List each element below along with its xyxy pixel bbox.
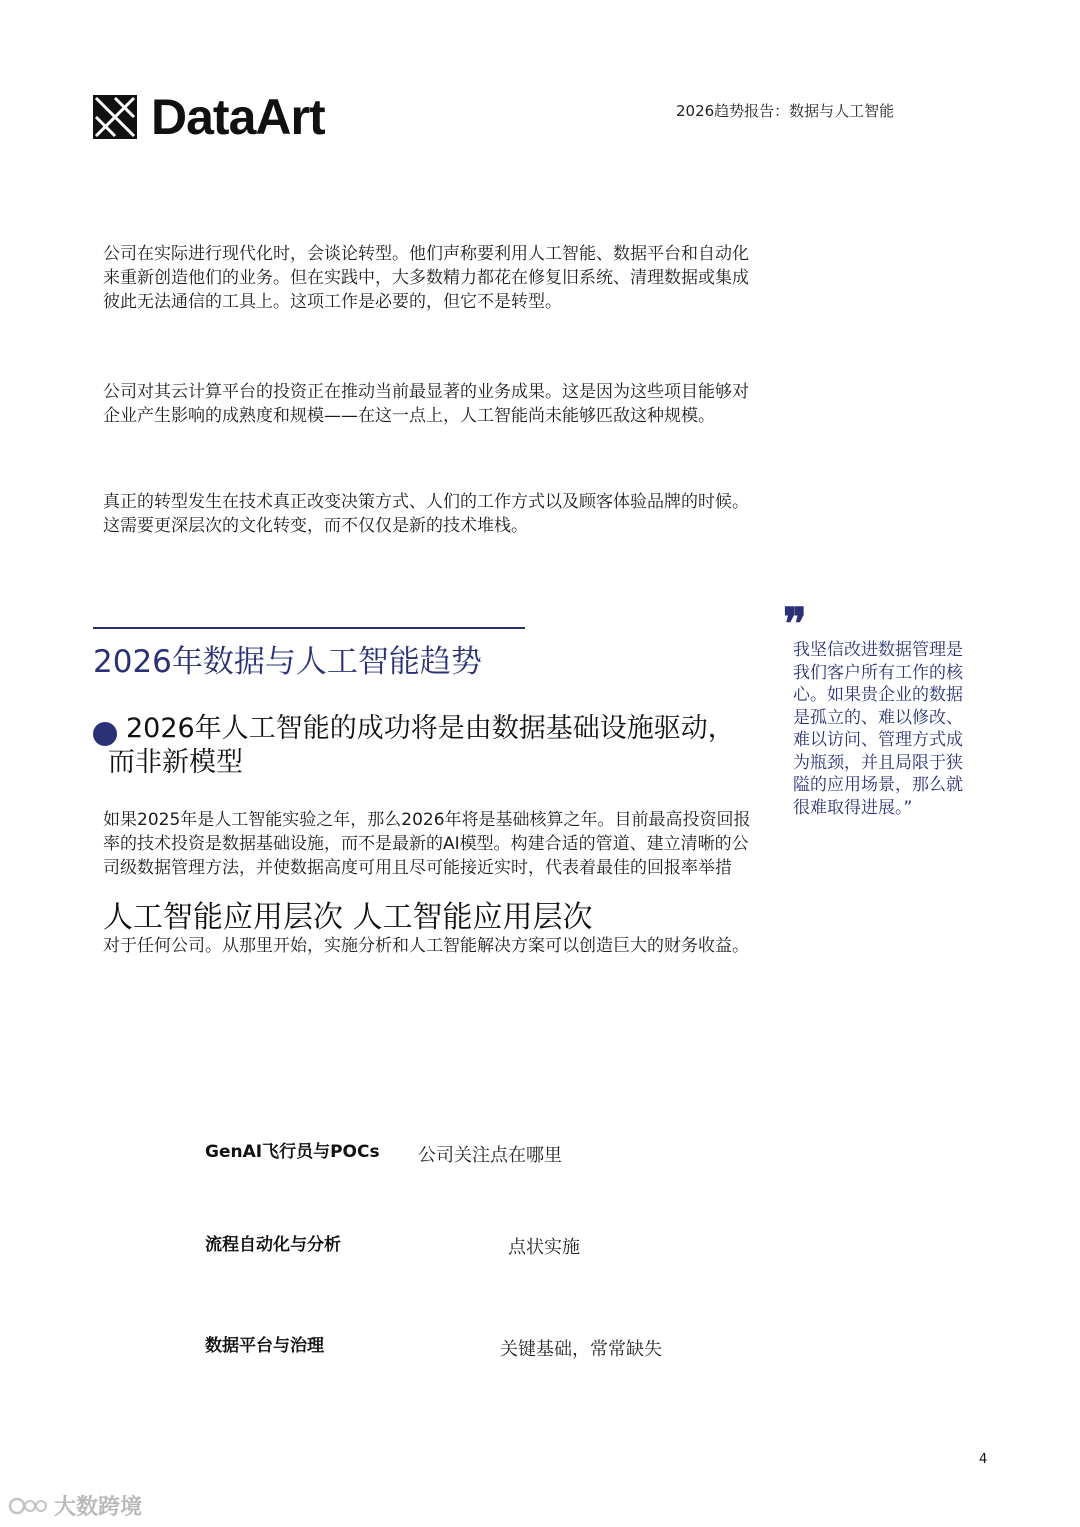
section-divider <box>93 627 525 629</box>
layer-label-data-platform: 数据平台与治理 <box>205 1336 324 1356</box>
intro-paragraph-2: 公司对其云计算平台的投资正在推动当前最显著的业务成果。这是因为这些项目能够对企业产生影响的成熟度和规模——在这一点上，人工智能尚未能够匹敌这种规模。 <box>103 382 749 426</box>
intro-paragraph-1: 公司在实际进行现代化时，会谈论转型。他们声称要利用人工智能、数据平台和自动化来重新创造他们的业务。但在实践中，大多数精力都花在修复旧系统、清理数据或集成彼此无法通信的工具上。这项工作是必要的，但它不是转型。 <box>103 244 749 312</box>
dataart-logo <box>93 89 325 145</box>
layer-label-automation: 流程自动化与分析 <box>205 1235 341 1255</box>
layer-label-genai: GenAI飞行员与POCs <box>205 1142 380 1162</box>
trend-body-1: 如果2025年是人工智能实验之年，那么2026年将是基础核算之年。目前最高投资回报率的技术投资是数据基础设施，而不是最新的AI模型。构建合适的管道、建立清晰的公司级数据管理方法，并使数据高度可用且尽可能接近实时，代表着最佳的回报率举措 <box>103 810 751 878</box>
layer-value-data-platform: 关键基础，常常缺失 <box>500 1339 662 1360</box>
trend-subheading: 2026年人工智能的成功将是由数据基础设施驱动，而非新模型 <box>108 713 735 778</box>
report-title: 2026趋势报告：数据与人工智能 <box>676 102 895 120</box>
pull-quote: 我坚信改进数据管理是我们客户所有工作的核心。如果贵企业的数据是孤立的、难以修改、难以访问、管理方式成为瓶颈，并且局限于狭隘的应用场景，那么就很难取得进展。” <box>793 640 963 818</box>
page-number: 4 <box>979 1452 988 1467</box>
watermark <box>8 1490 142 1521</box>
layer-value-automation: 点状实施 <box>508 1237 580 1258</box>
watermark-logo-icon <box>8 1495 48 1517</box>
trend-body-2: 对于任何公司。从那里开始，实施分析和人工智能解决方案可以创造巨大的财务收益。 <box>103 936 749 956</box>
layer-heading-line: 人工智能应用层次 人工智能应用层次 <box>103 900 593 935</box>
quote-mark-icon: ❞ <box>783 599 807 650</box>
intro-paragraph-3: 真正的转型发生在技术真正改变决策方式、人们的工作方式以及顾客体验品牌的时候。这需要更深层次的文化转变，而不仅仅是新的技术堆栈。 <box>103 492 749 536</box>
layer-value-genai: 公司关注点在哪里 <box>418 1145 562 1166</box>
logo-text: DataArt <box>151 89 325 145</box>
watermark-text: 大数跨境 <box>54 1495 143 1520</box>
dataart-logo-mark-icon <box>93 95 137 139</box>
section-title: 2026年数据与人工智能趋势 <box>93 644 482 680</box>
